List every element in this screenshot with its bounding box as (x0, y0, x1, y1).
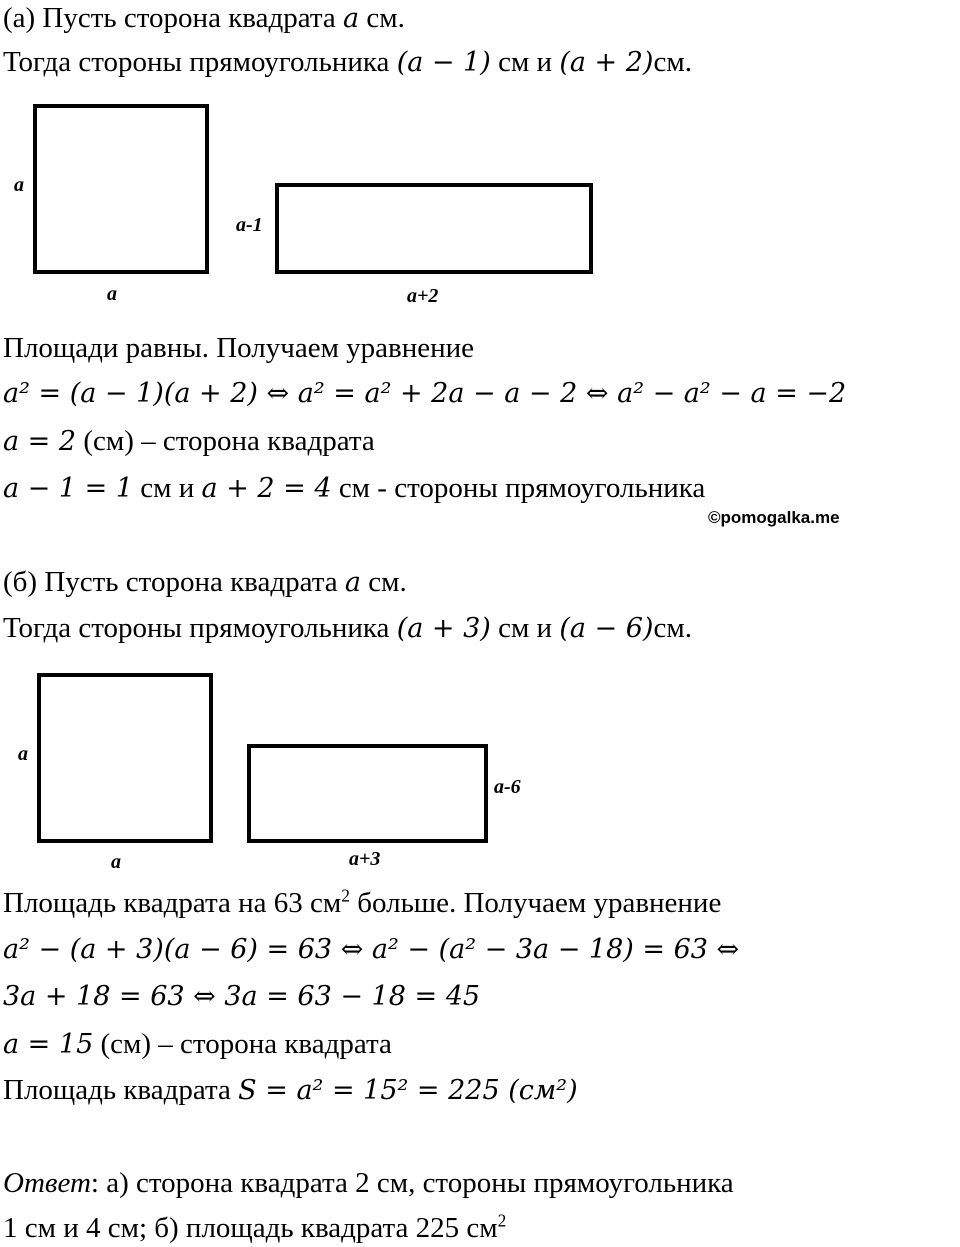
part-b-equation-2: 3a + 18 = 63 ⇔ 3a = 63 − 18 = 45 (3, 981, 481, 1012)
square-a-bottom-label: a (107, 283, 117, 305)
part-b-intro: (б) Пусть сторона квадрата a см. (3, 566, 407, 598)
answer-line-1: Ответ: а) сторона квадрата 2 см, стороны прямоугольника (3, 1167, 734, 1199)
rectangle-a-bottom-label: a+2 (407, 285, 439, 307)
answer-line-2: 1 см и 4 см; б) площадь квадрата 225 $см^2$ (3, 1210, 507, 1244)
part-b-area-text: Площадь квадрата на 63 $см^2$ больше. Получаем уравнение (3, 885, 722, 919)
part-b-equation-1: a² − (a + 3)(a − 6) = 63 ⇔ a² − (a² − 3a − 18) = 63 ⇔ (3, 934, 740, 965)
square-b (37, 673, 213, 843)
answer-label: Ответ (3, 1167, 91, 1199)
part-a-areas-text: Площади равны. Получаем уравнение (3, 332, 475, 364)
part-a-result: a = 2 (см) – сторона квадрата (3, 425, 375, 457)
part-a-intro: (а) Пусть сторона квадрата a см. (3, 2, 405, 34)
part-a-rect-result: a − 1 = 1 см и a + 2 = 4 см - стороны прямоугольника (3, 472, 706, 504)
rectangle-b-side-label: a-6 (494, 776, 521, 798)
square-a (33, 104, 209, 274)
part-b-square-area: Площадь квадрата S = a² = 15² = 225 (см²) (3, 1074, 578, 1106)
part-b-rect-sides: Тогда стороны прямоугольника (a + 3) см и (a − 6)см. (3, 612, 692, 644)
square-b-bottom-label: a (111, 851, 121, 873)
square-b-side-label: a (18, 743, 28, 765)
rectangle-b (247, 744, 488, 843)
part-a-equation-1: a² = (a − 1)(a + 2) ⇔ a² = a² + 2a − a − 2 ⇔ a² − a² − a = −2 (3, 378, 847, 409)
rectangle-b-bottom-label: a+3 (349, 848, 381, 870)
square-a-side-label: a (14, 174, 24, 196)
rectangle-a-side-label: a-1 (236, 214, 263, 236)
rectangle-a (275, 183, 593, 274)
part-b-result: a = 15 (см) – сторона квадрата (3, 1028, 392, 1060)
part-a-rect-sides: Тогда стороны прямоугольника (a − 1) см и (a + 2)см. (3, 46, 692, 78)
watermark: ©pomogalka.me (708, 508, 840, 527)
